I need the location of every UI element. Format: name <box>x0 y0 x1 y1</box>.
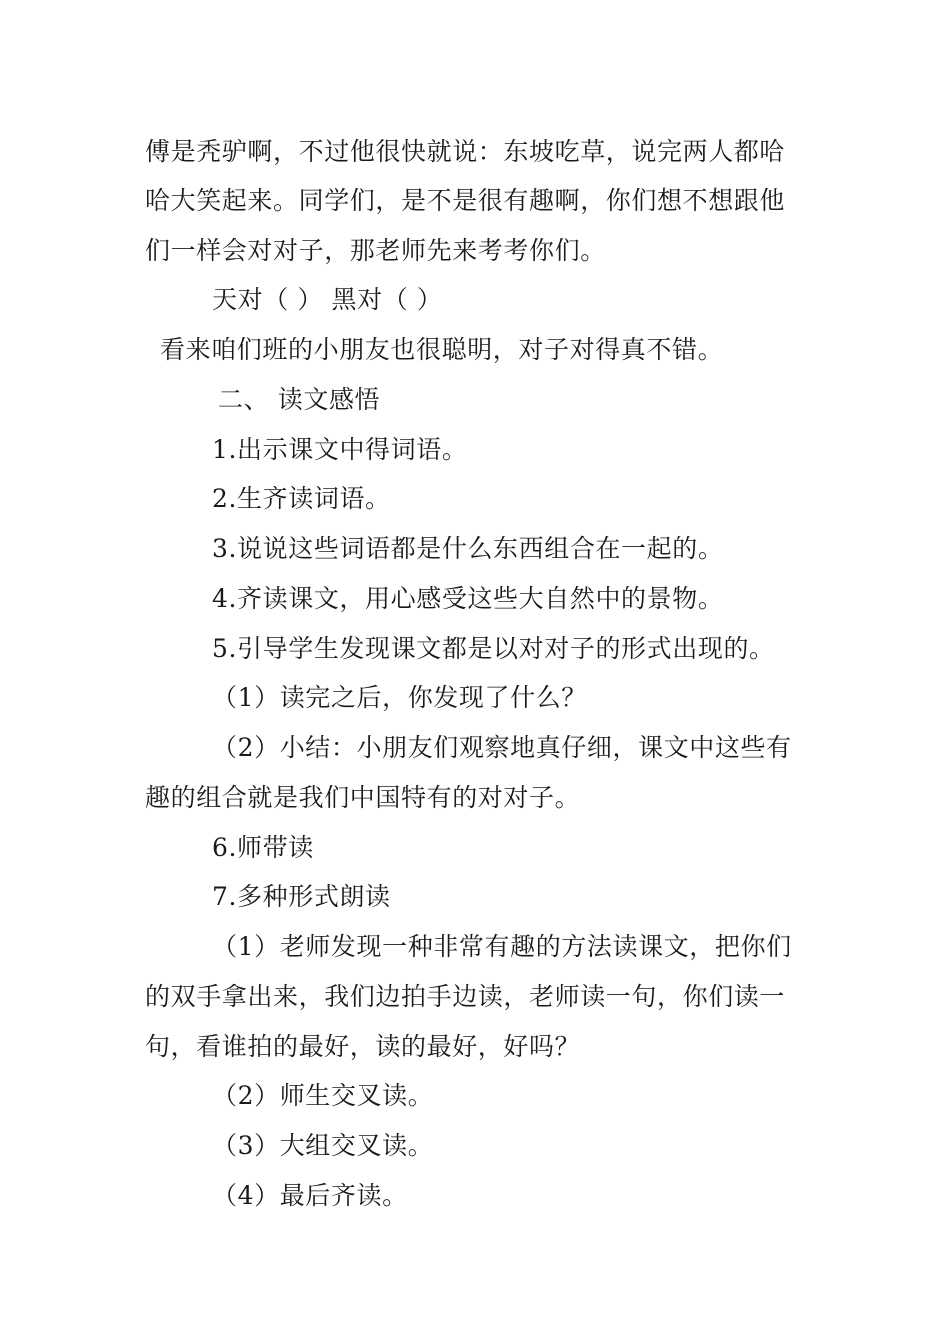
text-line: 趣的组合就是我们中国特有的对对子。 <box>145 783 581 812</box>
list-item: （4）最后齐读。 <box>212 1181 408 1210</box>
list-item: （1）读完之后，你发现了什么？ <box>212 683 587 712</box>
section-heading: 二、 读文感悟 <box>218 385 381 414</box>
list-item: （2）师生交叉读。 <box>212 1081 434 1110</box>
text-line: 句，看谁拍的最好，读的最好，好吗？ <box>145 1032 581 1061</box>
text-line: 哈大笑起来。同学们，是不是很有趣啊，你们想不想跟他 <box>145 186 786 215</box>
text-line: 傅是秃驴啊，不过他很快就说：东坡吃草，说完两人都哈 <box>145 137 786 166</box>
list-item: 3.说说这些词语都是什么东西组合在一起的。 <box>212 534 724 563</box>
list-item: 4.齐读课文，用心感受这些大自然中的景物。 <box>212 584 724 613</box>
list-item: （3）大组交叉读。 <box>212 1131 434 1160</box>
list-item: 5.引导学生发现课文都是以对对子的形式出现的。 <box>212 634 775 663</box>
list-item: 2.生齐读词语。 <box>212 484 391 513</box>
text-line: 看来咱们班的小朋友也很聪明，对子对得真不错。 <box>160 335 724 364</box>
list-item: （2）小结：小朋友们观察地真仔细，课文中这些有 <box>212 733 792 762</box>
list-item: 1.出示课文中得词语。 <box>212 435 468 464</box>
list-item: 6.师带读 <box>212 833 314 862</box>
text-line: 们一样会对对子，那老师先来考考你们。 <box>145 236 606 265</box>
list-item: 7.多种形式朗读 <box>212 882 391 911</box>
text-line: 天对（ ） 黑对（ ） <box>212 285 443 314</box>
list-item: （1）老师发现一种非常有趣的方法读课文，把你们 <box>212 932 792 961</box>
text-line: 的双手拿出来，我们边拍手边读，老师读一句，你们读一 <box>145 982 786 1011</box>
